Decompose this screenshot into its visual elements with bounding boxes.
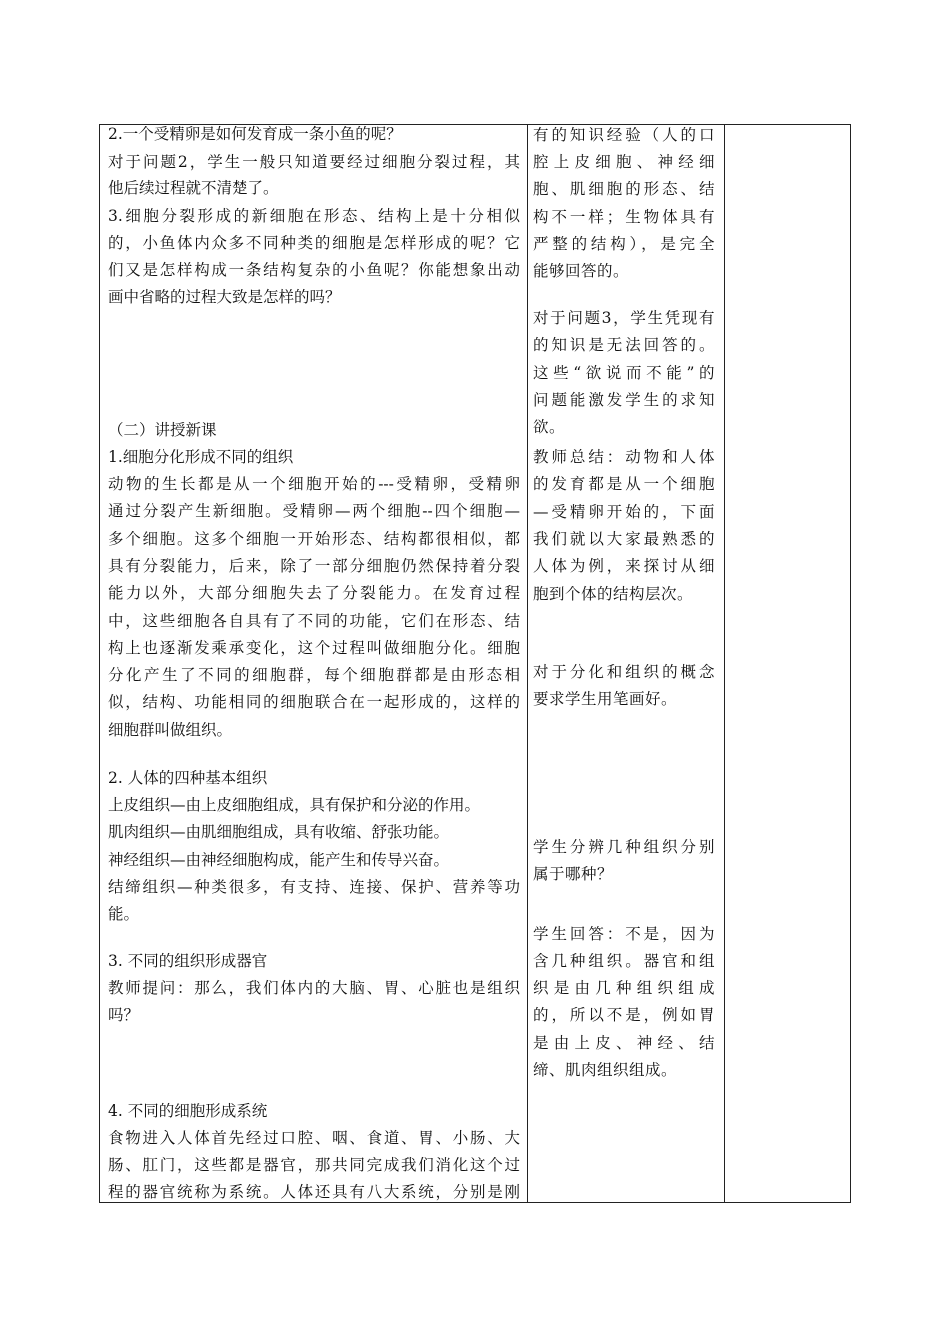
- question-3-line: 3.细胞分裂形成的新细胞在形态、结构上是十分相似: [108, 207, 520, 225]
- tissue-line: 神经组织—由神经细胞构成，能产生和传导兴奋。: [108, 851, 450, 869]
- activity-line: 要求学生用笔画好。: [533, 690, 678, 708]
- paragraph-line: 多个细胞。这多个细胞一开始形态、结构都很相似，都: [108, 530, 520, 548]
- activity-line: 对于问题3，学生凭现有: [533, 309, 715, 327]
- question-3-line: 的，小鱼体内众多不同种类的细胞是怎样形成的呢？它: [108, 234, 520, 252]
- paragraph-line: 食物进入人体首先经过口腔、咽、食道、胃、小肠、大: [108, 1129, 520, 1147]
- activity-line: 有的知识经验（人的口: [533, 126, 715, 144]
- paragraph-line: 肠、肛门，这些都是器官，那共同完成我们消化这个过: [108, 1156, 520, 1174]
- activity-line: 教师总结：动物和人体: [533, 448, 715, 466]
- activity-line: —受精卵开始的，下面: [533, 503, 715, 521]
- activity-line: 我们就以大家最熟悉的: [533, 530, 715, 548]
- column-divider-1: [527, 125, 528, 1202]
- paragraph-line: 动物的生长都是从一个细胞开始的---受精卵，受精卵: [108, 475, 520, 493]
- activity-line: 这些“欲说而不能”的: [533, 364, 715, 382]
- activity-line: 含几种组织。器官和组: [533, 952, 715, 970]
- tissue-line: 能。: [108, 905, 140, 923]
- subsection-1-title: 1.细胞分化形成不同的组织: [108, 448, 294, 466]
- question-2-note-line: 他后续过程就不清楚了。: [108, 179, 279, 197]
- paragraph-line: 具有分裂能力，后来，除了一部分细胞仍然保持着分裂: [108, 557, 520, 575]
- activity-line: 严整的结构），是完全: [533, 235, 715, 253]
- paragraph-line: 能力以外，大部分细胞失去了分裂能力。在发育过程: [108, 584, 520, 602]
- notes-column: [725, 125, 851, 1202]
- activity-line: 胞到个体的结构层次。: [533, 585, 694, 603]
- tissue-line: 结缔组织—种类很多，有支持、连接、保护、营养等功: [108, 878, 520, 896]
- teacher-question-line: 吗？: [108, 1006, 140, 1024]
- subsection-4-title: 4. 不同的细胞形成系统: [108, 1102, 268, 1120]
- activity-line: 的知识是无法回答的。: [533, 336, 715, 354]
- activity-line: 学生回答：不是，因为: [533, 925, 715, 943]
- paragraph-line: 程的器官统称为系统。人体还具有八大系统，分别是刚: [108, 1183, 520, 1201]
- activity-line: 的发育都是从一个细胞: [533, 475, 715, 493]
- paragraph-line: 似，结构、功能相同的细胞联合在一起形成的，这样的: [108, 693, 520, 711]
- tissue-line: 肌肉组织—由肌细胞组成，具有收缩、舒张功能。: [108, 823, 450, 841]
- activity-line: 属于哪种？: [533, 865, 614, 883]
- activity-line: 对于分化和组织的概念: [533, 663, 715, 681]
- subsection-2-title: 2. 人体的四种基本组织: [108, 769, 268, 787]
- lesson-table: [99, 124, 851, 1203]
- activity-line: 构不一样；生物体具有: [533, 208, 715, 226]
- paragraph-line: 构上也逐渐发乘承变化，这个过程叫做细胞分化。细胞: [108, 639, 520, 657]
- teacher-question-line: 教师提问：那么，我们体内的大脑、胃、心脏也是组织: [108, 979, 520, 997]
- paragraph-line: 细胞群叫做组织。: [108, 721, 233, 739]
- activity-line: 人体为例，来探讨从细: [533, 557, 715, 575]
- question-2-note-line: 对于问题2，学生一般只知道要经过细胞分裂过程，其: [108, 153, 520, 171]
- paragraph-line: 分化产生了不同的细胞群，每个细胞群都是由形态相: [108, 666, 520, 684]
- paragraph-line: 通过分裂产生新细胞。受精卵—两个细胞--四个细胞—: [108, 502, 520, 520]
- section-heading: （二）讲授新课: [108, 421, 217, 439]
- activity-line: 是由上皮、神经、结: [533, 1034, 715, 1052]
- activity-line: 学生分辨几种组织分别: [533, 838, 715, 856]
- activity-line: 织是由几种组织组成: [533, 979, 715, 997]
- activity-line: 的，所以不是，例如胃: [533, 1006, 715, 1024]
- question-2: 2.一个受精卵是如何发育成一条小鱼的呢？: [108, 125, 402, 143]
- question-3-line: 们又是怎样构成一条结构复杂的小鱼呢？你能想象出动: [108, 261, 520, 279]
- subsection-3-title: 3. 不同的组织形成器官: [108, 952, 268, 970]
- tissue-line: 上皮组织—由上皮细胞组成，具有保护和分泌的作用。: [108, 796, 481, 814]
- activity-line: 胞、肌细胞的形态、结: [533, 180, 715, 198]
- activity-line: 能够回答的。: [533, 262, 630, 280]
- paragraph-line: 中，这些细胞各自具有了不同的功能，它们在形态、结: [108, 612, 520, 630]
- question-3-line: 画中省略的过程大致是怎样的吗？: [108, 288, 341, 306]
- activity-line: 问题能激发学生的求知: [533, 391, 715, 409]
- activity-line: 缔、肌肉组织组成。: [533, 1061, 678, 1079]
- activity-line: 腔上皮细胞、神经细: [533, 153, 715, 171]
- activity-line: 欲。: [533, 418, 566, 436]
